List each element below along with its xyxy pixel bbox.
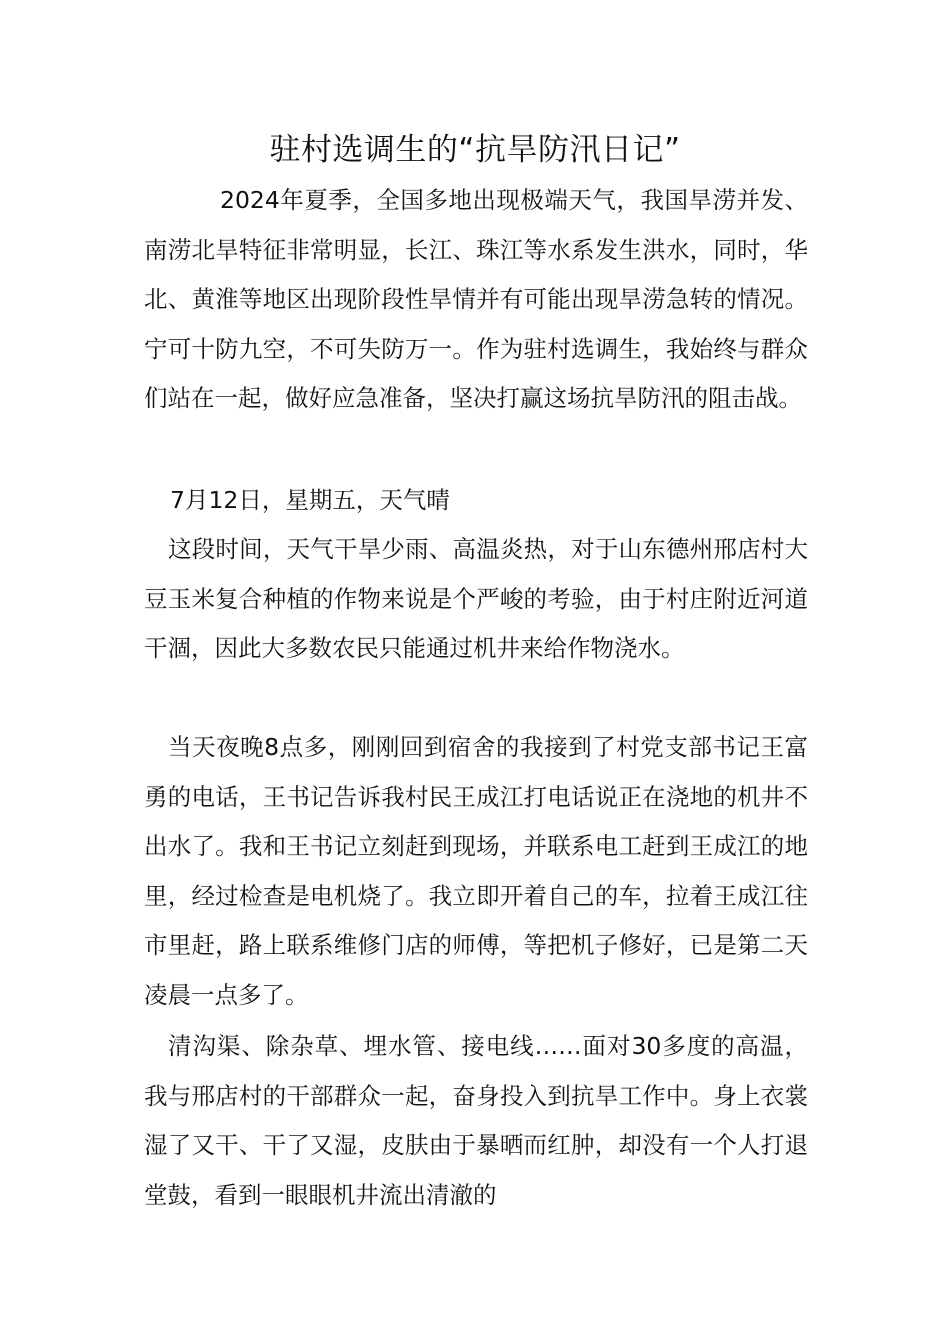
diary-date-line: 7月12日，星期五，天气晴 <box>170 486 450 514</box>
document-title: 驻村选调生的“抗旱防汛日记” <box>269 132 681 168</box>
body-paragraph-night-repair: 当天夜晚8点多，刚刚回到宿舍的我接到了村党支部书记王富勇的电话，王书记告诉我村民王成江打电话说正在浇地的机井不出水了。我和王书记立刻赶到现场，并联系电工赶到王成江的地里，经过检查是电机烧了。我立即开着自己的车，拉着王成江往市里赶，路上联系维修门店的师傅，等把机子修好，已是第二天凌晨一点多了。 <box>144 733 808 1009</box>
body-paragraph-field-work: 清沟渠、除杂草、埋水管、接电线……面对30多度的高温，我与邢店村的干部群众一起，奋身投入到抗旱工作中。身上衣裳湿了又干、干了又湿，皮肤由于暴晒而红肿，却没有一个人打退堂鼓，看到一眼眼机井流出清澈的 <box>144 1032 808 1209</box>
body-paragraph-drought: 这段时间，天气干旱少雨、高温炎热，对于山东德州邢店村大豆玉米复合种植的作物来说是个严峻的考验，由于村庄附近河道干涸，因此大多数农民只能通过机井来给作物浇水。 <box>144 535 808 662</box>
intro-paragraph: 2024年夏季，全国多地出现极端天气，我国旱涝并发、南涝北旱特征非常明显，长江、珠江等水系发生洪水，同时，华北、黄淮等地区出现阶段性旱情并有可能出现旱涝急转的情况。宁可十防九空，不可失防万一。作为驻村选调生，我始终与群众们站在一起，做好应急准备，坚决打赢这场抗旱防汛的阻击战。 <box>144 186 808 412</box>
